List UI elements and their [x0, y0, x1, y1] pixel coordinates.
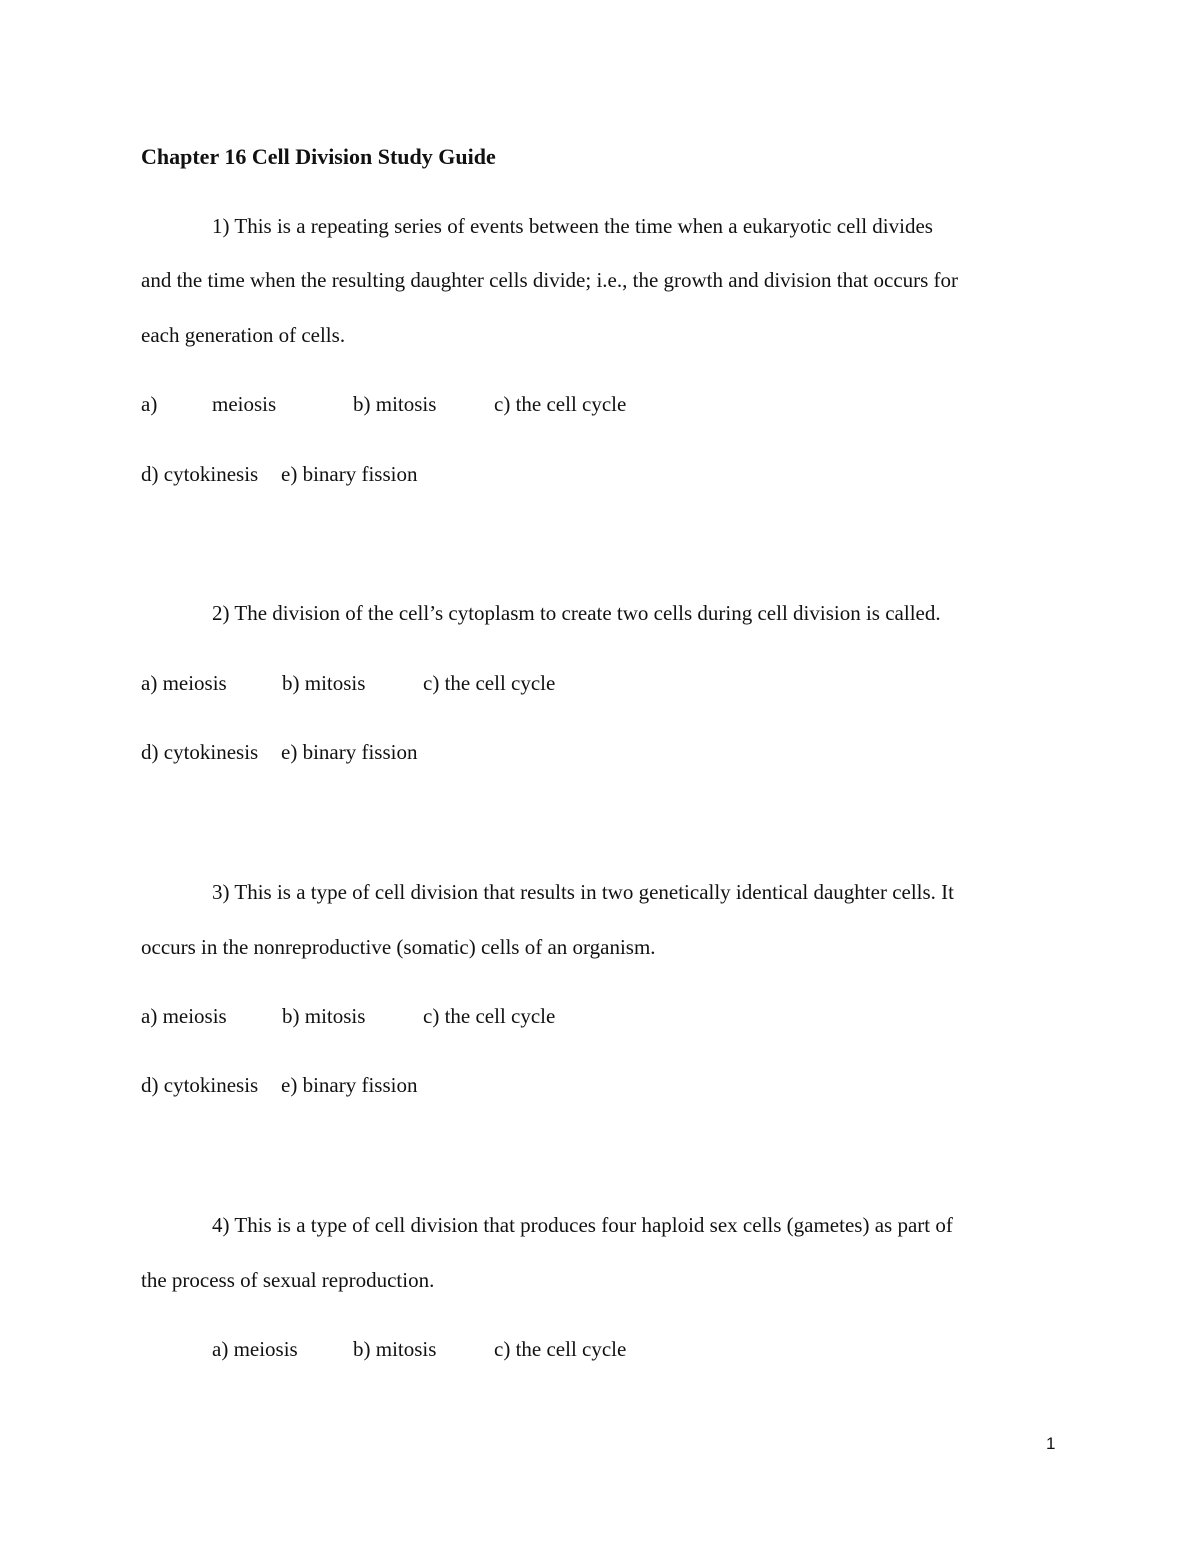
question-2-option-c: c) the cell cycle: [423, 671, 556, 695]
page-number: 1: [1046, 1434, 1056, 1453]
question-1-option-a-text: meiosis: [212, 392, 277, 416]
question-1-option-d: d) cytokinesis: [141, 462, 259, 486]
question-1-line-1: 1) This is a repeating series of events between the time when a eukaryotic cell divides: [212, 214, 933, 238]
question-2-option-a: a) meiosis: [141, 671, 227, 695]
question-1-option-b: b) mitosis: [353, 392, 437, 416]
question-1-line-2: and the time when the resulting daughter cells divide; i.e., the growth and division that occurs for: [141, 268, 959, 292]
question-1-option-e: e) binary fission: [281, 462, 418, 486]
question-4-option-b: b) mitosis: [353, 1337, 437, 1361]
question-3-option-c: c) the cell cycle: [423, 1004, 556, 1028]
question-1-line-3: each generation of cells.: [141, 323, 346, 347]
question-2-option-d: d) cytokinesis: [141, 740, 259, 764]
question-4-line-1: 4) This is a type of cell division that produces four haploid sex cells (gametes) as part of: [212, 1213, 953, 1237]
question-1-option-a-label: a): [141, 392, 158, 416]
question-2-line-1: 2) The division of the cell’s cytoplasm to create two cells during cell division is called.: [212, 601, 941, 625]
question-4-option-c: c) the cell cycle: [494, 1337, 627, 1361]
question-3-option-e: e) binary fission: [281, 1073, 418, 1097]
question-3-option-a: a) meiosis: [141, 1004, 227, 1028]
page-title: Chapter 16 Cell Division Study Guide: [141, 144, 496, 169]
question-4-option-a: a) meiosis: [212, 1337, 298, 1361]
question-3-option-b: b) mitosis: [282, 1004, 366, 1028]
question-4-line-2: the process of sexual reproduction.: [141, 1268, 435, 1292]
question-2-option-b: b) mitosis: [282, 671, 366, 695]
question-3-line-1: 3) This is a type of cell division that results in two genetically identical daughter cells. It: [212, 880, 955, 904]
question-3-option-d: d) cytokinesis: [141, 1073, 259, 1097]
question-1-option-c: c) the cell cycle: [494, 392, 627, 416]
question-2-option-e: e) binary fission: [281, 740, 418, 764]
question-3-line-2: occurs in the nonreproductive (somatic) cells of an organism.: [141, 935, 656, 959]
